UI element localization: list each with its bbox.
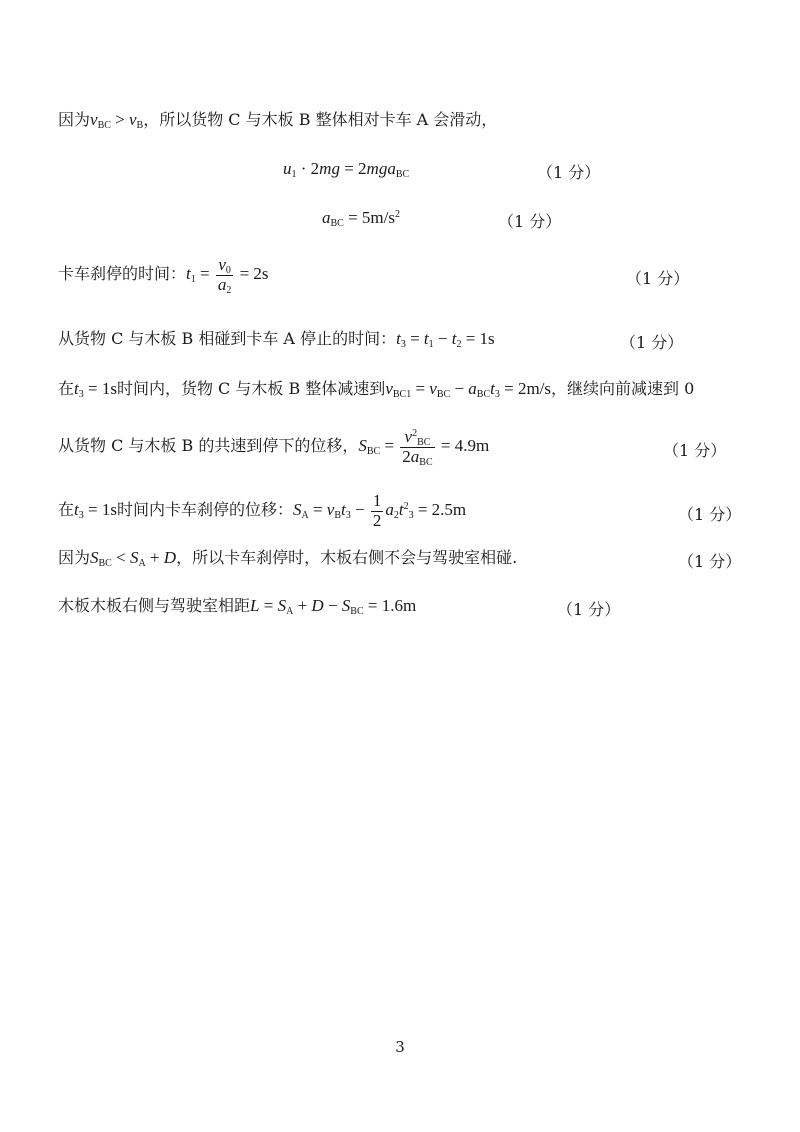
formula-t3: $t_3 = t_1 - t_2 = 1s$ (396, 329, 495, 350)
line-9-label-b: ，所以卡车刹停时，木板右侧不会与驾驶室相碰. (176, 548, 518, 567)
score-3: （1 分） (498, 212, 562, 231)
formula-vbc1: $v_{BC1} = v_{BC} - a_{BC}t_3 = 2m/s$ (385, 379, 552, 400)
line-7 (58, 428, 489, 466)
line-6 (58, 379, 695, 400)
line-5-label: 从货物 C 与木板 B 相碰到卡车 A 停止的时间： (58, 329, 397, 348)
line-6-label-c: ，继续向前减速到 0 (551, 379, 695, 398)
line-8 (58, 492, 466, 530)
score-9: （1 分） (678, 552, 742, 571)
formula-sbc: $S_{BC}$ = $\frac{v^2_{BC}}{2a_{BC}}$ = 4.9m (358, 427, 490, 468)
formula-t1: $t_1$ = $\frac{v_0}{a_2}$ = 2s (186, 255, 269, 296)
formula-t3-1s-b: $t_3 = 1s$ (74, 500, 117, 522)
line-6-label-a: 在 (58, 379, 75, 398)
formula-t3-1s: $t_3 = 1s$ (74, 379, 117, 400)
score-7: （1 分） (663, 441, 727, 460)
line-8-label-a: 在 (58, 500, 75, 520)
line-4-label: 卡车刹停的时间： (58, 264, 187, 284)
formula-vbc-gt-vb: $v_{BC} > v_B$ (90, 110, 144, 131)
line-10 (58, 596, 417, 617)
formula-l: $L = S_A + D - S_{BC} = 1.6m$ (250, 596, 417, 617)
score-2: （1 分） (537, 163, 601, 182)
page-number: 3 (395, 1038, 405, 1056)
score-10: （1 分） (557, 600, 621, 619)
line-9-label-a: 因为 (58, 548, 91, 567)
score-4: （1 分） (626, 269, 690, 288)
line-4 (58, 256, 269, 294)
line-8-label-b: 时间内卡车刹停的位移： (116, 500, 293, 520)
score-8: （1 分） (678, 505, 742, 524)
line-1-prefix: 因为 (58, 110, 91, 129)
formula-sbc-lt: $S_{BC} < S_A + D$ (90, 548, 177, 569)
formula-abc: $a_{BC} = 5m/s^2$ (322, 208, 400, 229)
line-10-label: 木板木板右侧与驾驶室相距 (58, 596, 251, 615)
line-1-suffix: ，所以货物 C 与木板 B 整体相对卡车 A 会滑动， (143, 110, 498, 129)
line-6-label-b: 时间内，货物 C 与木板 B 整体减速到 (116, 379, 386, 398)
formula-sa: $S_A = v_Bt_3$ − $\frac{1}{2}$ $a_2t^2_3 = 2.5m$ (292, 491, 467, 530)
line-5 (58, 329, 495, 350)
line-9 (58, 548, 518, 569)
score-5: （1 分） (620, 333, 684, 352)
line-1 (58, 110, 498, 131)
formula-friction: $u_1 \cdot 2mg = 2mga_{BC}$ (283, 159, 410, 180)
line-7-label: 从货物 C 与木板 B 的共速到停下的位移， (58, 436, 359, 456)
